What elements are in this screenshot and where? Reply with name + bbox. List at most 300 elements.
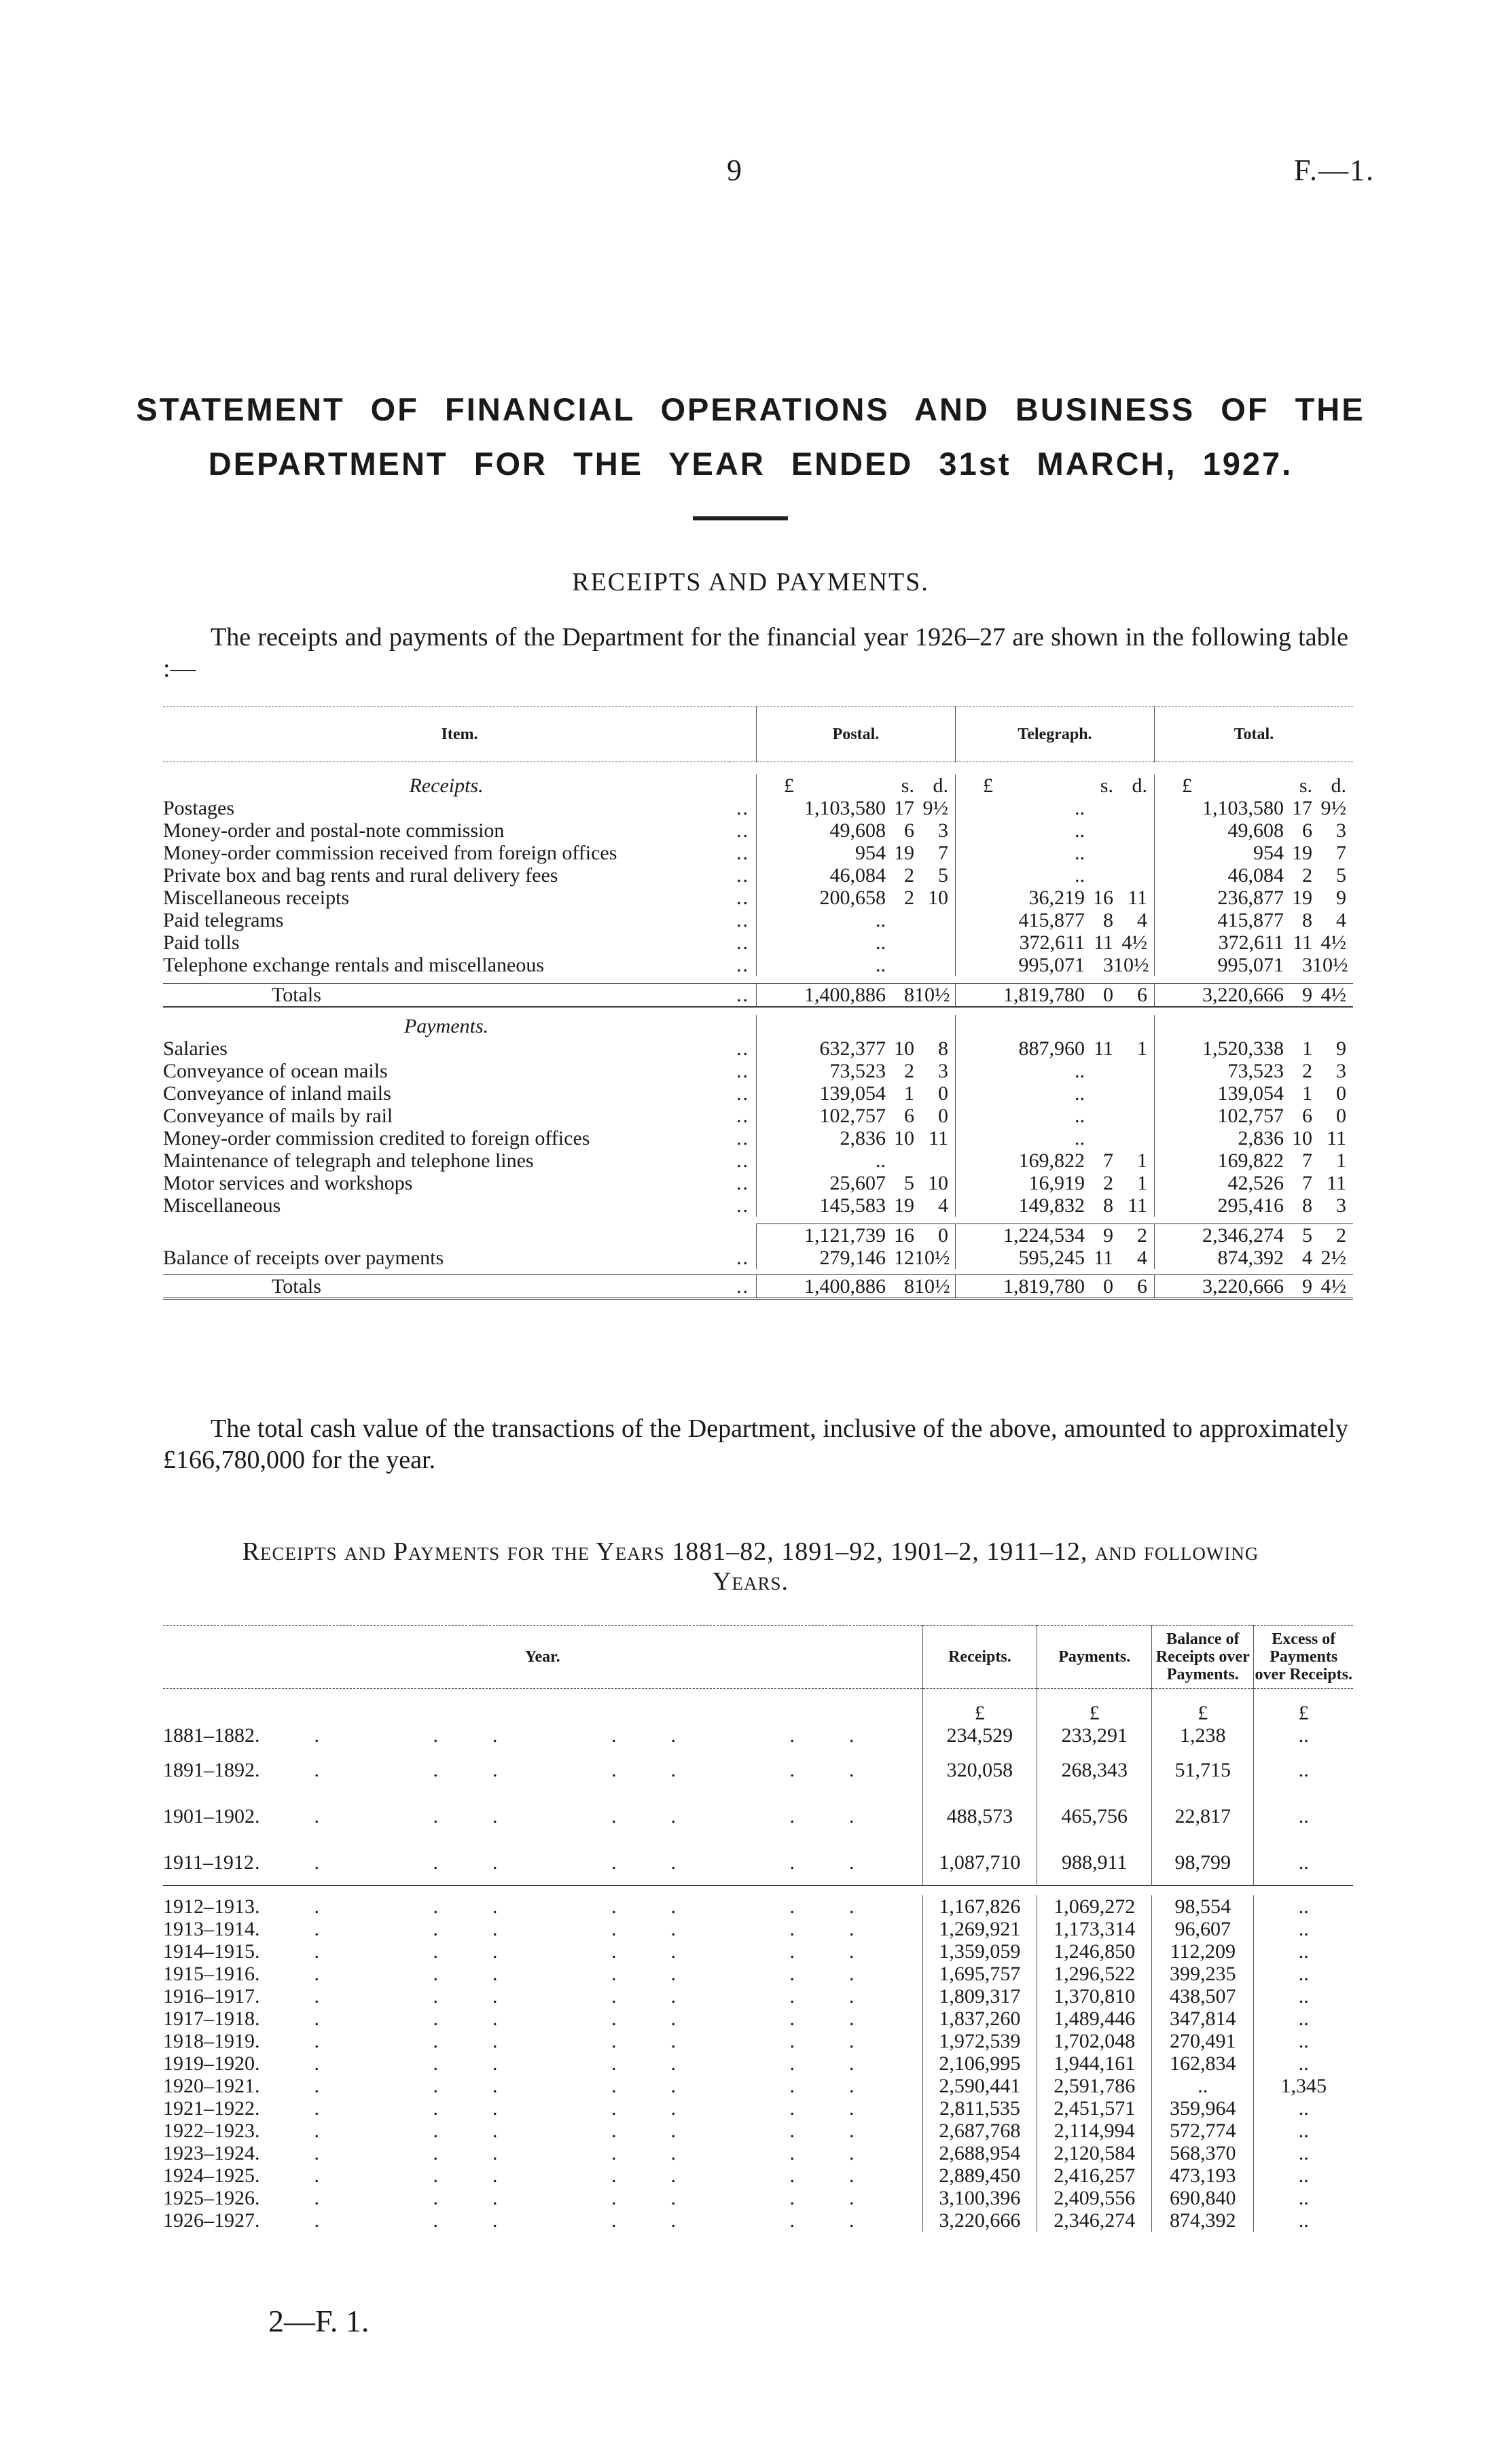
payment-row-telegraph — [955, 1149, 1154, 1172]
payment-row-total-amount — [1155, 1060, 1353, 1082]
receipt-row-postal-pounds: 200,658 — [819, 887, 886, 909]
year-row-excess: .. — [1254, 2030, 1353, 2052]
year-row-year: 1920–1921 — [163, 2075, 255, 2097]
receipt-row-total-amount — [1155, 954, 1353, 976]
payments-section-heading — [163, 1015, 1353, 1037]
year-row-balance: .. — [1152, 2075, 1254, 2097]
balance-row-item: Balance of receipts over payments — [163, 1247, 444, 1269]
payments-subtotal-row-item — [163, 1224, 730, 1247]
year-row-year: 1925–1926 — [163, 2187, 255, 2209]
payment-row-postal — [756, 1060, 955, 1082]
receipt-row-postal-pounds: .. — [875, 909, 886, 931]
receipts-section-heading-units — [757, 774, 955, 797]
main-title-line-1: STATEMENT OF FINANCIAL OPERATIONS AND BUSINESS OF THE — [136, 391, 1365, 427]
pence-unit: d. — [1132, 774, 1147, 797]
payment-row-total-pounds: 139,054 — [1217, 1082, 1284, 1105]
year-row-receipts: 1,837,260 — [922, 2007, 1037, 2030]
receipts-totals-row-postal-pence: 10½ — [914, 984, 950, 1006]
payments-subtotal-row-total-shillings: 5 — [1302, 1224, 1312, 1247]
payments-subtotal-row-telegraph-pounds: 1,224,534 — [1003, 1224, 1085, 1247]
spacer-before-final — [163, 1269, 1353, 1275]
payment-row — [163, 1172, 1353, 1194]
year-row-leader: .. .. .. .. — [255, 2007, 909, 2030]
payment-row-postal-pounds: 2,836 — [840, 1127, 886, 1149]
receipt-row-postal-shillings: 19 — [893, 842, 914, 864]
year-row-excess: .. — [1254, 1918, 1353, 1940]
receipts-totals-row-postal-pounds: 1,400,886 — [804, 984, 886, 1006]
year-row-balance: 112,209 — [1152, 1940, 1254, 1963]
receipt-row-total-pence: 10½ — [1312, 954, 1348, 976]
year-row-receipts: 1,809,317 — [922, 1985, 1037, 2007]
spacer-before-subtotal — [163, 1217, 1353, 1224]
payments-section-heading-label: Payments. — [403, 1015, 489, 1037]
receipt-row-postal — [756, 931, 955, 954]
payment-row-telegraph-pounds: .. — [1074, 1105, 1085, 1127]
year-row-payments: 2,591,786 — [1037, 2075, 1152, 2097]
receipt-row-postal-shillings — [886, 931, 914, 954]
receipt-row-total-pence: 9 — [1336, 887, 1346, 909]
payments-totals-row-postal-amount — [757, 1275, 955, 1298]
receipt-row-telegraph-pence: 11 — [1128, 887, 1147, 909]
year-row — [163, 2187, 1353, 2209]
receipt-row-postal-shillings — [886, 954, 914, 976]
shilling-unit: s. — [1100, 774, 1113, 797]
payment-row-postal — [756, 1172, 955, 1194]
payment-row-total-pence: 11 — [1327, 1172, 1346, 1194]
pence-unit: d. — [933, 774, 948, 797]
year-row-year-wrap — [163, 2120, 922, 2142]
payment-row-telegraph-amount — [956, 1105, 1154, 1127]
receipt-row-total-pence: 9½ — [1320, 797, 1346, 819]
receipt-row-telegraph-pence — [1113, 819, 1154, 842]
balance-row-telegraph-pence: 4 — [1136, 1247, 1147, 1269]
payment-row-item: Maintenance of telegraph and telephone lines — [163, 1149, 534, 1172]
year-row-early-leader: .. .. .. .. — [255, 1758, 909, 1781]
payment-row-telegraph-pence — [1113, 1127, 1154, 1149]
payment-row-telegraph — [955, 1082, 1154, 1105]
receipts-section-heading-c-post-units — [756, 774, 955, 797]
year-row-year-wrap — [163, 2142, 922, 2164]
year-row-payments: 2,409,556 — [1037, 2187, 1152, 2209]
receipt-row-telegraph-pence: 4½ — [1121, 931, 1147, 954]
year-row-early-excess: .. — [1254, 1839, 1353, 1886]
year-row-year-wrap — [163, 2075, 922, 2097]
column-header-item: Item. — [163, 707, 756, 762]
payments-subtotal-row-telegraph — [955, 1224, 1154, 1247]
receipt-row-postal — [756, 797, 955, 819]
receipt-row-telegraph-pounds: .. — [1074, 819, 1085, 842]
payment-row-postal-shillings: 10 — [893, 1127, 914, 1149]
payment-row-postal-amount — [757, 1105, 955, 1127]
payment-row-total — [1154, 1172, 1353, 1194]
payment-row-telegraph-pence: 1 — [1136, 1149, 1147, 1172]
year-row-year-wrap — [163, 1918, 922, 1940]
balance-row-leader: .. — [736, 1247, 750, 1269]
receipt-row-telegraph-pounds: .. — [1074, 842, 1085, 864]
receipt-row-postal-amount — [757, 954, 955, 976]
receipt-row-telegraph-pence: 4 — [1136, 909, 1147, 931]
receipts-section-heading — [163, 774, 1353, 797]
receipt-row-total — [1154, 954, 1353, 976]
payment-row-telegraph-amount — [956, 1149, 1154, 1172]
payment-row-telegraph-pence — [1113, 1105, 1154, 1127]
receipt-row-total-amount — [1155, 931, 1353, 954]
payments-totals-row-telegraph — [955, 1275, 1154, 1299]
payment-row-total-shillings: 2 — [1302, 1060, 1312, 1082]
payments-section-heading-blank — [730, 1015, 756, 1037]
payment-row-leader: .. — [736, 1194, 750, 1217]
payment-row-item: Salaries — [163, 1037, 228, 1060]
year-row-year-wrap — [163, 1895, 922, 1918]
payment-row-postal-amount — [757, 1060, 955, 1082]
receipt-row-telegraph-pence — [1113, 864, 1154, 887]
receipt-row-total-pounds: 49,608 — [1227, 819, 1284, 842]
receipts-section-heading-units — [956, 774, 1154, 797]
balance-row-telegraph-pounds: 595,245 — [1018, 1247, 1085, 1269]
receipt-row-total-pence: 3 — [1336, 819, 1346, 842]
year-row-receipts: 1,695,757 — [922, 1963, 1037, 1985]
year-row-early-year-wrap — [163, 1805, 922, 1827]
year-row-year-cell — [163, 2187, 922, 2209]
year-row-payments: 2,346,274 — [1037, 2209, 1152, 2232]
year-row — [163, 1940, 1353, 1963]
receipt-row-total-amount — [1155, 842, 1353, 864]
receipts-totals-row — [163, 984, 1353, 1007]
payment-row-leader: .. — [736, 1105, 750, 1127]
year-row-balance: 399,235 — [1152, 1963, 1254, 1985]
payments-subtotal-row-postal-amount — [757, 1224, 955, 1247]
year-row-year-wrap — [163, 2187, 922, 2209]
balance-row-total — [1154, 1247, 1353, 1269]
year-row-early-payments: 988,911 — [1037, 1839, 1152, 1886]
payment-row-total-shillings: 10 — [1292, 1127, 1312, 1149]
receipt-row-total-shillings: 17 — [1292, 797, 1312, 819]
payments-section-heading-c-post-units — [756, 1015, 955, 1037]
payment-row-total-amount — [1155, 1082, 1353, 1105]
receipt-row — [163, 864, 1353, 887]
receipt-row-leader: .. — [736, 954, 750, 976]
pound-sign: £ — [982, 774, 993, 797]
balance-row-total-shillings: 4 — [1302, 1247, 1312, 1269]
year-row-year-cell — [163, 2007, 922, 2030]
payment-row-telegraph-shillings: 2 — [1102, 1172, 1113, 1194]
year-row-balance: 270,491 — [1152, 2030, 1254, 2052]
payment-row-telegraph-shillings: 8 — [1102, 1194, 1113, 1217]
year-row-year: 1926–1927 — [163, 2209, 255, 2232]
receipt-row-total-pence: 7 — [1336, 842, 1346, 864]
year-row-early-leader: .. .. .. .. — [255, 1851, 909, 1874]
receipt-row-total-shillings: 19 — [1292, 842, 1312, 864]
payment-row-postal — [756, 1082, 955, 1105]
payment-row-total-pounds: 295,416 — [1217, 1194, 1284, 1217]
payment-row-telegraph — [955, 1060, 1154, 1082]
pound-unit-y-exc: £ — [1254, 1689, 1353, 1725]
receipt-row-postal-amount — [757, 909, 955, 931]
receipt-row-telegraph-pounds: .. — [1074, 864, 1085, 887]
year-row-excess: .. — [1254, 2097, 1353, 2120]
balance-row — [163, 1247, 1353, 1269]
payment-row-postal-pence: 0 — [937, 1105, 948, 1127]
year-row-balance: 347,814 — [1152, 2007, 1254, 2030]
payment-row-postal-pence: 0 — [937, 1082, 948, 1105]
year-row — [163, 2075, 1353, 2097]
payment-row-telegraph-pounds: 149,832 — [1018, 1194, 1085, 1217]
receipt-row-postal-pence — [914, 954, 955, 976]
year-row-early-balance: 98,799 — [1152, 1839, 1254, 1886]
receipt-row-telegraph-pounds: .. — [1074, 797, 1085, 819]
payment-row-total-pence: 0 — [1336, 1082, 1346, 1105]
payment-row-leader: .. — [736, 1060, 750, 1082]
year-row-payments: 2,114,994 — [1037, 2120, 1152, 2142]
payments-totals-row-telegraph-pounds: 1,819,780 — [1003, 1275, 1085, 1298]
receipt-row-total — [1154, 931, 1353, 954]
receipt-row-postal-amount — [757, 864, 955, 887]
year-row-payments: 1,069,272 — [1037, 1895, 1152, 1918]
year-row-leader: .. .. .. .. — [255, 2187, 909, 2209]
receipt-row-postal-shillings: 6 — [903, 819, 914, 842]
years-divider-cell — [163, 1886, 1353, 1896]
year-row — [163, 2007, 1353, 2030]
receipt-row-total-pence: 5 — [1336, 864, 1346, 887]
payment-row-total-amount — [1155, 1127, 1353, 1149]
receipts-totals-row-telegraph-pounds: 1,819,780 — [1003, 984, 1085, 1006]
payment-row-total-shillings: 1 — [1302, 1082, 1312, 1105]
pound-sign: £ — [1182, 774, 1192, 797]
payments-totals-row-postal-pence: 10½ — [914, 1275, 950, 1298]
receipt-row-postal-pence: 7 — [937, 842, 948, 864]
payment-row-telegraph-pence: 1 — [1136, 1172, 1147, 1194]
receipt-row-item: Miscellaneous receipts — [163, 887, 350, 909]
year-row — [163, 2030, 1353, 2052]
receipt-row-telegraph-amount — [956, 819, 1154, 842]
payment-row-postal-shillings: 10 — [893, 1037, 914, 1060]
balance-row-total-pence: 2½ — [1320, 1247, 1346, 1269]
receipt-row-telegraph — [955, 909, 1154, 931]
receipt-row-total — [1154, 909, 1353, 931]
payments-totals-row-total — [1154, 1275, 1353, 1299]
receipt-row-total-pounds: 954 — [1253, 842, 1284, 864]
payment-row — [163, 1037, 1353, 1060]
receipt-row-telegraph — [955, 887, 1154, 909]
year-row-early-year: 1901–1902 — [163, 1804, 255, 1827]
year-row-payments: 1,296,522 — [1037, 1963, 1152, 1985]
payments-subtotal-row-total-pounds: 2,346,274 — [1202, 1224, 1284, 1247]
year-row-receipts: 2,811,535 — [922, 2097, 1037, 2120]
year-row-balance: 874,392 — [1152, 2209, 1254, 2232]
payment-row-telegraph — [955, 1037, 1154, 1060]
payment-row-postal-pounds: 25,607 — [829, 1172, 886, 1194]
intro-paragraph — [163, 622, 1348, 684]
payment-row-item: Conveyance of mails by rail — [163, 1105, 393, 1127]
year-row-leader: .. .. .. .. — [255, 2120, 909, 2142]
payment-row-item: Miscellaneous — [163, 1194, 281, 1217]
receipt-row-total — [1154, 819, 1353, 842]
receipt-row-total-pounds: 372,611 — [1218, 931, 1284, 954]
payment-row-postal-shillings: 5 — [903, 1172, 914, 1194]
year-row-early-year-wrap — [163, 1724, 922, 1747]
payment-row-total-pounds: 73,523 — [1227, 1060, 1284, 1082]
payment-row-telegraph-pounds: .. — [1074, 1082, 1085, 1105]
payment-row-total-shillings: 7 — [1302, 1149, 1312, 1172]
balance-row-postal-pence: 10½ — [914, 1247, 950, 1269]
payment-row-telegraph-amount — [956, 1060, 1154, 1082]
payment-row-postal-pence: 10 — [927, 1172, 948, 1194]
receipt-row-postal — [756, 954, 955, 976]
receipt-row-telegraph-shillings — [1085, 864, 1113, 887]
payments-subtotal-row-postal-pence: 0 — [937, 1224, 948, 1247]
year-row-early — [163, 1724, 1353, 1747]
table-header-row — [163, 707, 1353, 762]
payment-row-postal-pence — [914, 1149, 955, 1172]
payment-row-total — [1154, 1060, 1353, 1082]
receipt-row-telegraph — [955, 954, 1154, 976]
payment-row-postal — [756, 1105, 955, 1127]
year-row-payments: 1,246,850 — [1037, 1940, 1152, 1963]
spacer-after-totals — [163, 1007, 1353, 1016]
year-row-year-wrap — [163, 1940, 922, 1963]
year-row-year-cell — [163, 1918, 922, 1940]
payment-row-telegraph-pence — [1113, 1060, 1154, 1082]
receipt-row-total-pounds: 46,084 — [1227, 864, 1284, 887]
years-header-row — [163, 1626, 1353, 1689]
year-row-year: 1913–1914 — [163, 1918, 255, 1940]
year-row-receipts: 2,590,441 — [922, 2075, 1037, 2097]
year-row-early-year: 1891–1892 — [163, 1758, 255, 1781]
balance-row-telegraph-shillings: 11 — [1094, 1247, 1113, 1269]
year-row-receipts: 1,359,059 — [922, 1940, 1037, 1963]
receipt-row-total-pounds: 415,877 — [1217, 909, 1284, 931]
receipt-row-leader: .. — [736, 909, 750, 931]
payment-row-total-shillings: 7 — [1302, 1172, 1312, 1194]
year-row-payments: 1,489,446 — [1037, 2007, 1152, 2030]
year-row-balance: 473,193 — [1152, 2164, 1254, 2187]
payment-row-total — [1154, 1149, 1353, 1172]
payments-subtotal-row-telegraph-amount — [956, 1224, 1154, 1247]
year-row-receipts: 3,100,396 — [922, 2187, 1037, 2209]
payment-row-postal-pence: 4 — [937, 1194, 948, 1217]
receipt-row-telegraph-amount — [956, 887, 1154, 909]
payments-totals-row — [163, 1275, 1353, 1299]
year-row-leader: .. .. .. .. — [255, 2209, 909, 2232]
year-row-year: 1922–1923 — [163, 2120, 255, 2142]
receipt-row-postal-pence: 3 — [937, 819, 948, 842]
receipt-row-telegraph-amount — [956, 909, 1154, 931]
year-row — [163, 1963, 1353, 1985]
spacer-before-subtotal-cell — [163, 1217, 1353, 1224]
receipt-row-total-pounds: 995,071 — [1217, 954, 1284, 976]
year-row-payments: 2,120,584 — [1037, 2142, 1152, 2164]
spacer-top-cell — [163, 762, 1353, 775]
document-reference: F.—1. — [1294, 154, 1375, 187]
year-row-receipts: 3,220,666 — [922, 2209, 1037, 2232]
payment-row-telegraph-shillings — [1085, 1082, 1113, 1105]
year-row-early-leader: .. .. .. .. — [255, 1804, 909, 1827]
receipt-row-telegraph-shillings — [1085, 797, 1113, 819]
year-row-year-wrap — [163, 2097, 922, 2120]
column-header-total: Total. — [1154, 707, 1353, 762]
receipt-row-telegraph-pence — [1113, 842, 1154, 864]
payment-row-telegraph-pence: 11 — [1128, 1194, 1147, 1217]
receipt-row-postal-amount — [757, 842, 955, 864]
payment-row-total-shillings: 1 — [1302, 1037, 1312, 1060]
payment-row-postal-amount — [757, 1082, 955, 1105]
receipts-section-heading-blank — [730, 774, 756, 797]
year-row-year-cell — [163, 2142, 922, 2164]
year-row — [163, 2052, 1353, 2075]
spacer-before-totals-cell — [163, 976, 1353, 984]
year-row-year-wrap — [163, 2052, 922, 2075]
year-row-excess: .. — [1254, 1985, 1353, 2007]
receipt-row-telegraph-pounds: 415,877 — [1018, 909, 1085, 931]
page-number: 9 — [727, 154, 742, 187]
year-row — [163, 2209, 1353, 2232]
receipt-row-telegraph-amount — [956, 842, 1154, 864]
receipt-row-total-pence: 4 — [1336, 909, 1346, 931]
receipts-totals-row-telegraph-amount — [956, 984, 1154, 1006]
payment-row-total — [1154, 1105, 1353, 1127]
receipt-row-postal-amount — [757, 931, 955, 954]
year-row-early-payments: 233,291 — [1037, 1724, 1152, 1747]
payment-row — [163, 1082, 1353, 1105]
year-row-year-cell — [163, 2097, 922, 2120]
payments-section-heading-c-tot-units — [1154, 1015, 1353, 1037]
shilling-unit: s. — [1299, 774, 1312, 797]
payment-row-postal-pence: 3 — [937, 1060, 948, 1082]
payment-row-leader: .. — [736, 1082, 750, 1105]
year-row-early-excess: .. — [1254, 1747, 1353, 1793]
payment-row-postal-shillings: 2 — [903, 1060, 914, 1082]
balance-row-postal — [756, 1247, 955, 1269]
year-row-leader: .. .. .. .. — [255, 1940, 909, 1963]
payment-row-telegraph-amount — [956, 1127, 1154, 1149]
year-row-balance: 438,507 — [1152, 1985, 1254, 2007]
receipt-row-telegraph-amount — [956, 931, 1154, 954]
year-row-year-cell — [163, 2209, 922, 2232]
receipt-row-postal-shillings: 17 — [893, 797, 914, 819]
year-row-balance: 568,370 — [1152, 2142, 1254, 2164]
payment-row-telegraph-pounds: 169,822 — [1018, 1149, 1085, 1172]
receipt-row-postal — [756, 819, 955, 842]
pound-sign: £ — [783, 774, 794, 797]
year-row-early-year-cell — [163, 1839, 922, 1886]
balance-row-postal-shillings: 12 — [893, 1247, 914, 1269]
payment-row-postal — [756, 1149, 955, 1172]
year-row-excess: .. — [1254, 2007, 1353, 2030]
receipts-payments-heading: RECEIPTS AND PAYMENTS. — [572, 568, 929, 596]
year-row-receipts: 2,889,450 — [922, 2164, 1037, 2187]
receipt-row — [163, 797, 1353, 819]
balance-row-telegraph-amount — [956, 1247, 1154, 1269]
payment-row-postal — [756, 1037, 955, 1060]
payment-row-postal-shillings: 19 — [893, 1194, 914, 1217]
year-row-excess: .. — [1254, 1940, 1353, 1963]
year-row-year-wrap — [163, 2209, 922, 2232]
year-row-leader: .. .. .. .. — [255, 1963, 909, 1985]
payment-row-total-amount — [1155, 1149, 1353, 1172]
receipt-row-total — [1154, 842, 1353, 864]
receipt-row-postal-amount — [757, 797, 955, 819]
payment-row-total-pounds: 2,836 — [1238, 1127, 1284, 1149]
payment-row-telegraph-shillings — [1085, 1105, 1113, 1127]
receipt-row-postal — [756, 887, 955, 909]
year-row-early-receipts: 234,529 — [922, 1724, 1037, 1747]
receipt-row-telegraph-amount — [956, 797, 1154, 819]
payment-row-telegraph-pounds: 887,960 — [1018, 1037, 1085, 1060]
main-title-line-2: DEPARTMENT FOR THE YEAR ENDED 31st MARCH, 1927. — [208, 446, 1293, 482]
receipt-row-leader: .. — [736, 887, 750, 909]
year-row-early-year-cell — [163, 1747, 922, 1793]
payments-subtotal-row-postal-shillings: 16 — [893, 1224, 914, 1247]
